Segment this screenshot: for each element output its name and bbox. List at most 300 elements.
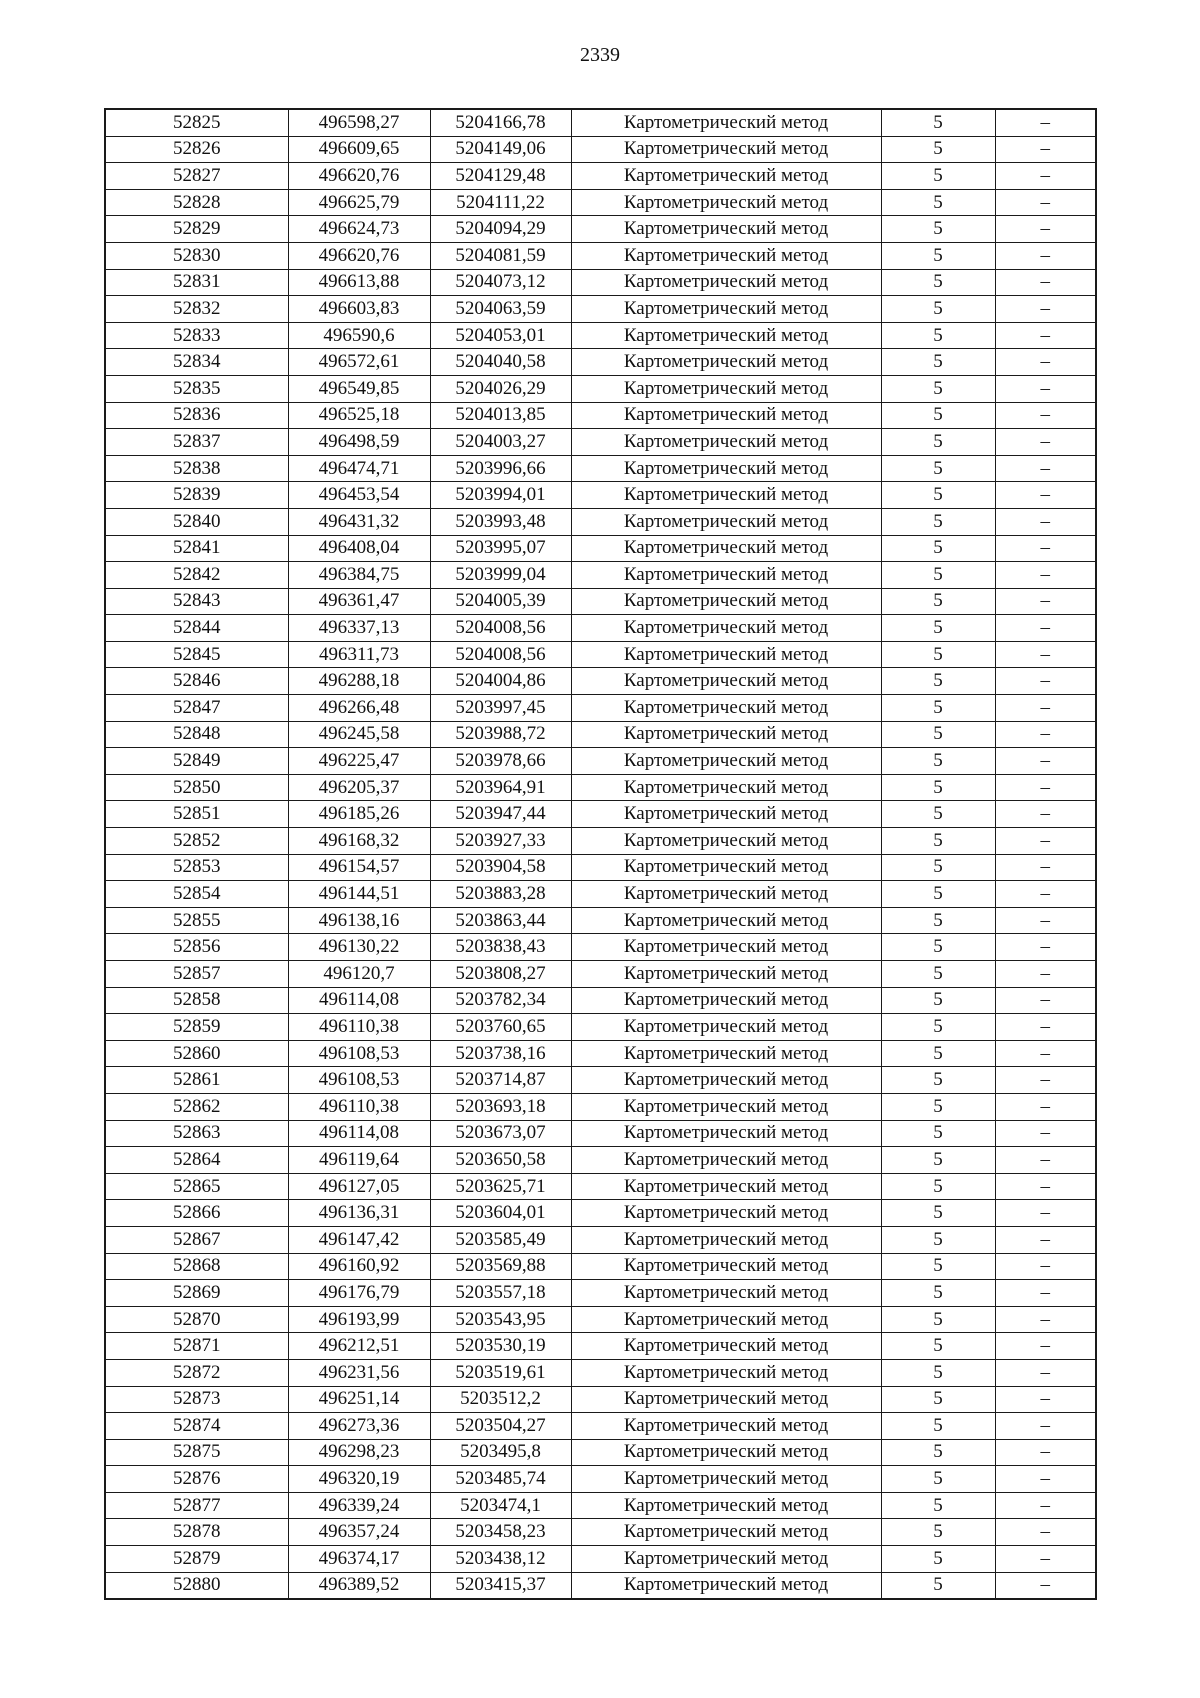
y-coordinate-cell: 5204081,59 xyxy=(430,242,571,269)
x-coordinate-cell: 496108,53 xyxy=(288,1040,430,1067)
table-row xyxy=(105,1439,1096,1466)
description-cell: – xyxy=(995,1546,1096,1573)
point-number-cell: 52838 xyxy=(105,455,288,482)
accuracy-cell: 5 xyxy=(881,1173,995,1200)
table-row xyxy=(105,1014,1096,1041)
point-number-cell: 52853 xyxy=(105,854,288,881)
point-number-cell: 52848 xyxy=(105,721,288,748)
table-row xyxy=(105,455,1096,482)
accuracy-cell: 5 xyxy=(881,349,995,376)
page-number: 2339 xyxy=(580,44,620,66)
description-cell: – xyxy=(995,1359,1096,1386)
table-row xyxy=(105,1040,1096,1067)
x-coordinate-cell: 496273,36 xyxy=(288,1413,430,1440)
description-cell: – xyxy=(995,801,1096,828)
table-row xyxy=(105,1280,1096,1307)
y-coordinate-cell: 5203988,72 xyxy=(430,721,571,748)
x-coordinate-cell: 496110,38 xyxy=(288,1093,430,1120)
x-coordinate-cell: 496311,73 xyxy=(288,641,430,668)
x-coordinate-cell: 496549,85 xyxy=(288,375,430,402)
y-coordinate-cell: 5203458,23 xyxy=(430,1519,571,1546)
point-number-cell: 52878 xyxy=(105,1519,288,1546)
description-cell: – xyxy=(995,641,1096,668)
y-coordinate-cell: 5203782,34 xyxy=(430,987,571,1014)
description-cell: – xyxy=(995,934,1096,961)
accuracy-cell: 5 xyxy=(881,1359,995,1386)
accuracy-cell: 5 xyxy=(881,641,995,668)
y-coordinate-cell: 5204005,39 xyxy=(430,588,571,615)
method-cell: Картометрический метод xyxy=(571,695,881,722)
accuracy-cell: 5 xyxy=(881,429,995,456)
y-coordinate-cell: 5203474,1 xyxy=(430,1492,571,1519)
accuracy-cell: 5 xyxy=(881,668,995,695)
description-cell: – xyxy=(995,774,1096,801)
description-cell: – xyxy=(995,1280,1096,1307)
y-coordinate-cell: 5204063,59 xyxy=(430,296,571,323)
y-coordinate-cell: 5203714,87 xyxy=(430,1067,571,1094)
accuracy-cell: 5 xyxy=(881,1572,995,1599)
description-cell: – xyxy=(995,1014,1096,1041)
point-number-cell: 52866 xyxy=(105,1200,288,1227)
table-row xyxy=(105,163,1096,190)
x-coordinate-cell: 496620,76 xyxy=(288,242,430,269)
y-coordinate-cell: 5203978,66 xyxy=(430,748,571,775)
table-row xyxy=(105,961,1096,988)
x-coordinate-cell: 496474,71 xyxy=(288,455,430,482)
point-number-cell: 52869 xyxy=(105,1280,288,1307)
table-row xyxy=(105,1546,1096,1573)
y-coordinate-cell: 5203604,01 xyxy=(430,1200,571,1227)
point-number-cell: 52862 xyxy=(105,1093,288,1120)
method-cell: Картометрический метод xyxy=(571,1359,881,1386)
method-cell: Картометрический метод xyxy=(571,1280,881,1307)
accuracy-cell: 5 xyxy=(881,1093,995,1120)
description-cell: – xyxy=(995,242,1096,269)
accuracy-cell: 5 xyxy=(881,881,995,908)
point-number-cell: 52856 xyxy=(105,934,288,961)
point-number-cell: 52844 xyxy=(105,615,288,642)
x-coordinate-cell: 496160,92 xyxy=(288,1253,430,1280)
table-row xyxy=(105,1253,1096,1280)
y-coordinate-cell: 5203530,19 xyxy=(430,1333,571,1360)
method-cell: Картометрический метод xyxy=(571,641,881,668)
y-coordinate-cell: 5203994,01 xyxy=(430,482,571,509)
y-coordinate-cell: 5203625,71 xyxy=(430,1173,571,1200)
point-number-cell: 52871 xyxy=(105,1333,288,1360)
table-row xyxy=(105,641,1096,668)
accuracy-cell: 5 xyxy=(881,907,995,934)
method-cell: Картометрический метод xyxy=(571,854,881,881)
description-cell: – xyxy=(995,1173,1096,1200)
table-row xyxy=(105,1093,1096,1120)
method-cell: Картометрический метод xyxy=(571,562,881,589)
accuracy-cell: 5 xyxy=(881,1306,995,1333)
point-number-cell: 52845 xyxy=(105,641,288,668)
description-cell: – xyxy=(995,1466,1096,1493)
y-coordinate-cell: 5203693,18 xyxy=(430,1093,571,1120)
description-cell: – xyxy=(995,668,1096,695)
point-number-cell: 52863 xyxy=(105,1120,288,1147)
y-coordinate-cell: 5203863,44 xyxy=(430,907,571,934)
point-number-cell: 52876 xyxy=(105,1466,288,1493)
x-coordinate-cell: 496110,38 xyxy=(288,1014,430,1041)
y-coordinate-cell: 5203996,66 xyxy=(430,455,571,482)
table-row xyxy=(105,109,1096,136)
point-number-cell: 52847 xyxy=(105,695,288,722)
x-coordinate-cell: 496625,79 xyxy=(288,189,430,216)
y-coordinate-cell: 5203585,49 xyxy=(430,1226,571,1253)
accuracy-cell: 5 xyxy=(881,216,995,243)
point-number-cell: 52855 xyxy=(105,907,288,934)
method-cell: Картометрический метод xyxy=(571,934,881,961)
accuracy-cell: 5 xyxy=(881,1546,995,1573)
x-coordinate-cell: 496245,58 xyxy=(288,721,430,748)
accuracy-cell: 5 xyxy=(881,455,995,482)
accuracy-cell: 5 xyxy=(881,109,995,136)
point-number-cell: 52832 xyxy=(105,296,288,323)
point-number-cell: 52831 xyxy=(105,269,288,296)
table-row xyxy=(105,1519,1096,1546)
description-cell: – xyxy=(995,1067,1096,1094)
accuracy-cell: 5 xyxy=(881,269,995,296)
y-coordinate-cell: 5204149,06 xyxy=(430,136,571,163)
table-row xyxy=(105,322,1096,349)
y-coordinate-cell: 5204166,78 xyxy=(430,109,571,136)
x-coordinate-cell: 496384,75 xyxy=(288,562,430,589)
description-cell: – xyxy=(995,1386,1096,1413)
description-cell: – xyxy=(995,854,1096,881)
y-coordinate-cell: 5204129,48 xyxy=(430,163,571,190)
method-cell: Картометрический метод xyxy=(571,109,881,136)
table-row xyxy=(105,828,1096,855)
table-row xyxy=(105,1466,1096,1493)
description-cell: – xyxy=(995,1413,1096,1440)
x-coordinate-cell: 496138,16 xyxy=(288,907,430,934)
y-coordinate-cell: 5204040,58 xyxy=(430,349,571,376)
x-coordinate-cell: 496136,31 xyxy=(288,1200,430,1227)
method-cell: Картометрический метод xyxy=(571,1439,881,1466)
method-cell: Картометрический метод xyxy=(571,721,881,748)
method-cell: Картометрический метод xyxy=(571,1147,881,1174)
method-cell: Картометрический метод xyxy=(571,1253,881,1280)
point-number-cell: 52872 xyxy=(105,1359,288,1386)
method-cell: Картометрический метод xyxy=(571,1067,881,1094)
x-coordinate-cell: 496231,56 xyxy=(288,1359,430,1386)
accuracy-cell: 5 xyxy=(881,1200,995,1227)
accuracy-cell: 5 xyxy=(881,1040,995,1067)
method-cell: Картометрический метод xyxy=(571,216,881,243)
description-cell: – xyxy=(995,588,1096,615)
point-number-cell: 52861 xyxy=(105,1067,288,1094)
table-row xyxy=(105,349,1096,376)
accuracy-cell: 5 xyxy=(881,1280,995,1307)
table-row xyxy=(105,695,1096,722)
accuracy-cell: 5 xyxy=(881,1492,995,1519)
x-coordinate-cell: 496185,26 xyxy=(288,801,430,828)
x-coordinate-cell: 496572,61 xyxy=(288,349,430,376)
table-row xyxy=(105,1226,1096,1253)
description-cell: – xyxy=(995,1253,1096,1280)
table-row xyxy=(105,881,1096,908)
y-coordinate-cell: 5204073,12 xyxy=(430,269,571,296)
y-coordinate-cell: 5203999,04 xyxy=(430,562,571,589)
x-coordinate-cell: 496361,47 xyxy=(288,588,430,615)
x-coordinate-cell: 496339,24 xyxy=(288,1492,430,1519)
accuracy-cell: 5 xyxy=(881,402,995,429)
accuracy-cell: 5 xyxy=(881,482,995,509)
table-row xyxy=(105,535,1096,562)
method-cell: Картометрический метод xyxy=(571,136,881,163)
accuracy-cell: 5 xyxy=(881,242,995,269)
x-coordinate-cell: 496453,54 xyxy=(288,482,430,509)
description-cell: – xyxy=(995,562,1096,589)
accuracy-cell: 5 xyxy=(881,1120,995,1147)
accuracy-cell: 5 xyxy=(881,189,995,216)
method-cell: Картометрический метод xyxy=(571,1120,881,1147)
method-cell: Картометрический метод xyxy=(571,1492,881,1519)
x-coordinate-cell: 496266,48 xyxy=(288,695,430,722)
point-number-cell: 52840 xyxy=(105,508,288,535)
x-coordinate-cell: 496193,99 xyxy=(288,1306,430,1333)
method-cell: Картометрический метод xyxy=(571,881,881,908)
description-cell: – xyxy=(995,1040,1096,1067)
description-cell: – xyxy=(995,375,1096,402)
description-cell: – xyxy=(995,907,1096,934)
description-cell: – xyxy=(995,136,1096,163)
method-cell: Картометрический метод xyxy=(571,375,881,402)
description-cell: – xyxy=(995,1439,1096,1466)
y-coordinate-cell: 5204026,29 xyxy=(430,375,571,402)
method-cell: Картометрический метод xyxy=(571,163,881,190)
coordinates-table-body xyxy=(105,109,1096,1599)
table-row xyxy=(105,269,1096,296)
y-coordinate-cell: 5203808,27 xyxy=(430,961,571,988)
x-coordinate-cell: 496288,18 xyxy=(288,668,430,695)
method-cell: Картометрический метод xyxy=(571,508,881,535)
accuracy-cell: 5 xyxy=(881,961,995,988)
table-row xyxy=(105,748,1096,775)
x-coordinate-cell: 496525,18 xyxy=(288,402,430,429)
point-number-cell: 52835 xyxy=(105,375,288,402)
table-row xyxy=(105,482,1096,509)
point-number-cell: 52865 xyxy=(105,1173,288,1200)
y-coordinate-cell: 5203760,65 xyxy=(430,1014,571,1041)
method-cell: Картометрический метод xyxy=(571,322,881,349)
accuracy-cell: 5 xyxy=(881,562,995,589)
x-coordinate-cell: 496337,13 xyxy=(288,615,430,642)
method-cell: Картометрический метод xyxy=(571,296,881,323)
method-cell: Картометрический метод xyxy=(571,1014,881,1041)
x-coordinate-cell: 496298,23 xyxy=(288,1439,430,1466)
method-cell: Картометрический метод xyxy=(571,961,881,988)
y-coordinate-cell: 5204053,01 xyxy=(430,322,571,349)
table-row xyxy=(105,668,1096,695)
table-row xyxy=(105,1067,1096,1094)
description-cell: – xyxy=(995,1519,1096,1546)
table-row xyxy=(105,1572,1096,1599)
y-coordinate-cell: 5203997,45 xyxy=(430,695,571,722)
description-cell: – xyxy=(995,1147,1096,1174)
description-cell: – xyxy=(995,987,1096,1014)
description-cell: – xyxy=(995,1226,1096,1253)
x-coordinate-cell: 496120,7 xyxy=(288,961,430,988)
point-number-cell: 52870 xyxy=(105,1306,288,1333)
point-number-cell: 52839 xyxy=(105,482,288,509)
x-coordinate-cell: 496168,32 xyxy=(288,828,430,855)
description-cell: – xyxy=(995,322,1096,349)
y-coordinate-cell: 5204094,29 xyxy=(430,216,571,243)
x-coordinate-cell: 496620,76 xyxy=(288,163,430,190)
x-coordinate-cell: 496389,52 xyxy=(288,1572,430,1599)
accuracy-cell: 5 xyxy=(881,375,995,402)
x-coordinate-cell: 496130,22 xyxy=(288,934,430,961)
y-coordinate-cell: 5203569,88 xyxy=(430,1253,571,1280)
x-coordinate-cell: 496624,73 xyxy=(288,216,430,243)
point-number-cell: 52868 xyxy=(105,1253,288,1280)
y-coordinate-cell: 5203438,12 xyxy=(430,1546,571,1573)
description-cell: – xyxy=(995,189,1096,216)
x-coordinate-cell: 496408,04 xyxy=(288,535,430,562)
table-row xyxy=(105,402,1096,429)
point-number-cell: 52825 xyxy=(105,109,288,136)
x-coordinate-cell: 496613,88 xyxy=(288,269,430,296)
x-coordinate-cell: 496108,53 xyxy=(288,1067,430,1094)
point-number-cell: 52880 xyxy=(105,1572,288,1599)
table-row xyxy=(105,1413,1096,1440)
method-cell: Картометрический метод xyxy=(571,349,881,376)
point-number-cell: 52830 xyxy=(105,242,288,269)
method-cell: Картометрический метод xyxy=(571,1519,881,1546)
point-number-cell: 52842 xyxy=(105,562,288,589)
method-cell: Картометрический метод xyxy=(571,1200,881,1227)
y-coordinate-cell: 5204008,56 xyxy=(430,615,571,642)
x-coordinate-cell: 496357,24 xyxy=(288,1519,430,1546)
accuracy-cell: 5 xyxy=(881,136,995,163)
method-cell: Картометрический метод xyxy=(571,1572,881,1599)
description-cell: – xyxy=(995,535,1096,562)
table-row xyxy=(105,216,1096,243)
accuracy-cell: 5 xyxy=(881,1253,995,1280)
method-cell: Картометрический метод xyxy=(571,429,881,456)
y-coordinate-cell: 5203673,07 xyxy=(430,1120,571,1147)
x-coordinate-cell: 496114,08 xyxy=(288,987,430,1014)
point-number-cell: 52873 xyxy=(105,1386,288,1413)
y-coordinate-cell: 5203495,8 xyxy=(430,1439,571,1466)
accuracy-cell: 5 xyxy=(881,322,995,349)
x-coordinate-cell: 496609,65 xyxy=(288,136,430,163)
y-coordinate-cell: 5203904,58 xyxy=(430,854,571,881)
table-row xyxy=(105,801,1096,828)
x-coordinate-cell: 496374,17 xyxy=(288,1546,430,1573)
x-coordinate-cell: 496114,08 xyxy=(288,1120,430,1147)
point-number-cell: 52829 xyxy=(105,216,288,243)
y-coordinate-cell: 5203995,07 xyxy=(430,535,571,562)
description-cell: – xyxy=(995,1120,1096,1147)
x-coordinate-cell: 496590,6 xyxy=(288,322,430,349)
point-number-cell: 52858 xyxy=(105,987,288,1014)
x-coordinate-cell: 496498,59 xyxy=(288,429,430,456)
description-cell: – xyxy=(995,615,1096,642)
accuracy-cell: 5 xyxy=(881,774,995,801)
accuracy-cell: 5 xyxy=(881,1333,995,1360)
x-coordinate-cell: 496320,19 xyxy=(288,1466,430,1493)
y-coordinate-cell: 5203883,28 xyxy=(430,881,571,908)
x-coordinate-cell: 496154,57 xyxy=(288,854,430,881)
table-row xyxy=(105,1386,1096,1413)
method-cell: Картометрический метод xyxy=(571,588,881,615)
x-coordinate-cell: 496598,27 xyxy=(288,109,430,136)
y-coordinate-cell: 5203927,33 xyxy=(430,828,571,855)
description-cell: – xyxy=(995,1572,1096,1599)
method-cell: Картометрический метод xyxy=(571,1386,881,1413)
point-number-cell: 52828 xyxy=(105,189,288,216)
accuracy-cell: 5 xyxy=(881,1519,995,1546)
description-cell: – xyxy=(995,828,1096,855)
table-row xyxy=(105,1147,1096,1174)
description-cell: – xyxy=(995,508,1096,535)
y-coordinate-cell: 5203543,95 xyxy=(430,1306,571,1333)
y-coordinate-cell: 5203738,16 xyxy=(430,1040,571,1067)
method-cell: Картометрический метод xyxy=(571,535,881,562)
y-coordinate-cell: 5204003,27 xyxy=(430,429,571,456)
point-number-cell: 52877 xyxy=(105,1492,288,1519)
method-cell: Картометрический метод xyxy=(571,774,881,801)
description-cell: – xyxy=(995,1093,1096,1120)
accuracy-cell: 5 xyxy=(881,854,995,881)
description-cell: – xyxy=(995,1200,1096,1227)
x-coordinate-cell: 496205,37 xyxy=(288,774,430,801)
table-row xyxy=(105,1333,1096,1360)
description-cell: – xyxy=(995,695,1096,722)
point-number-cell: 52836 xyxy=(105,402,288,429)
point-number-cell: 52851 xyxy=(105,801,288,828)
point-number-cell: 52827 xyxy=(105,163,288,190)
method-cell: Картометрический метод xyxy=(571,1306,881,1333)
description-cell: – xyxy=(995,296,1096,323)
table-row xyxy=(105,854,1096,881)
point-number-cell: 52833 xyxy=(105,322,288,349)
table-row xyxy=(105,508,1096,535)
table-row xyxy=(105,296,1096,323)
accuracy-cell: 5 xyxy=(881,1386,995,1413)
description-cell: – xyxy=(995,1492,1096,1519)
method-cell: Картометрический метод xyxy=(571,748,881,775)
method-cell: Картометрический метод xyxy=(571,907,881,934)
accuracy-cell: 5 xyxy=(881,1067,995,1094)
accuracy-cell: 5 xyxy=(881,801,995,828)
description-cell: – xyxy=(995,429,1096,456)
table-row xyxy=(105,1492,1096,1519)
accuracy-cell: 5 xyxy=(881,934,995,961)
accuracy-cell: 5 xyxy=(881,1226,995,1253)
table-row xyxy=(105,774,1096,801)
point-number-cell: 52852 xyxy=(105,828,288,855)
y-coordinate-cell: 5203519,61 xyxy=(430,1359,571,1386)
y-coordinate-cell: 5203993,48 xyxy=(430,508,571,535)
x-coordinate-cell: 496431,32 xyxy=(288,508,430,535)
y-coordinate-cell: 5204004,86 xyxy=(430,668,571,695)
method-cell: Картометрический метод xyxy=(571,1093,881,1120)
y-coordinate-cell: 5204008,56 xyxy=(430,641,571,668)
table-row xyxy=(105,375,1096,402)
table-row xyxy=(105,562,1096,589)
description-cell: – xyxy=(995,482,1096,509)
table-row xyxy=(105,907,1096,934)
table-row xyxy=(105,1173,1096,1200)
accuracy-cell: 5 xyxy=(881,163,995,190)
method-cell: Картометрический метод xyxy=(571,615,881,642)
y-coordinate-cell: 5203964,91 xyxy=(430,774,571,801)
